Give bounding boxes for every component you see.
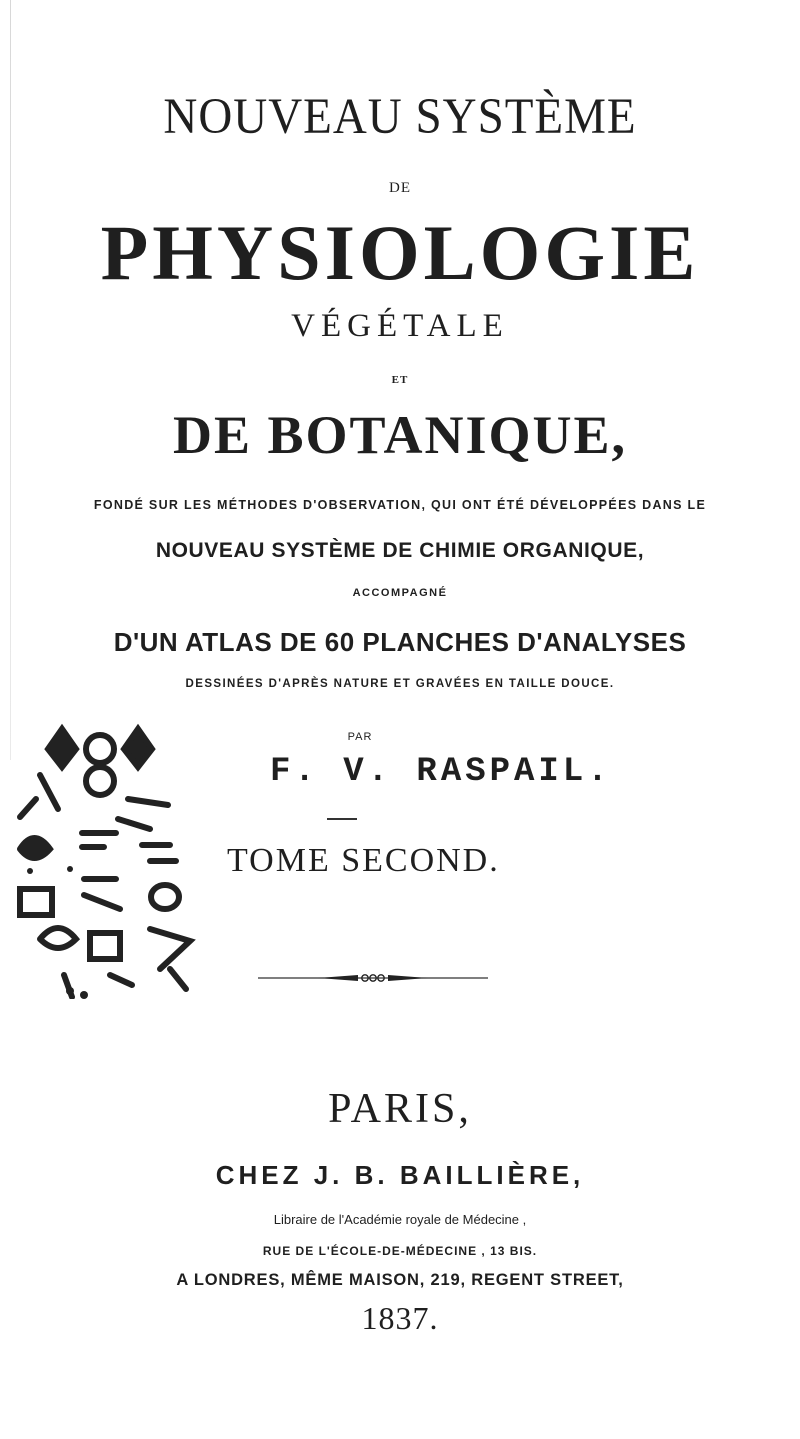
- subtitle-accompagne: ACCOMPAGNÉ: [352, 587, 448, 599]
- imprint-publisher: CHEZ J. B. BAILLIÈRE,: [215, 1160, 585, 1190]
- subtitle-chimie-organique: NOUVEAU SYSTÈME DE CHIMIE ORGANIQUE,: [155, 539, 645, 562]
- imprint-publisher-description: Libraire de l'Académie royale de Médecine ,: [273, 1212, 527, 1227]
- title-line-de: DE: [389, 180, 411, 196]
- imprint-city: PARIS,: [328, 1086, 472, 1132]
- library-stamp-emblem: [0, 719, 200, 999]
- imprint-address: RUE DE L'ÉCOLE-DE-MÉDECINE , 13 BIS.: [262, 1244, 538, 1258]
- imprint-london: A LONDRES, MÊME MAISON, 219, REGENT STREET,: [176, 1271, 624, 1289]
- title-line-et: ET: [391, 374, 409, 386]
- subtitle-dessinees: DESSINÉES D'APRÈS NATURE ET GRAVÉES EN TAILLE DOUCE.: [185, 678, 615, 690]
- title-line-vegetale: VÉGÉTALE: [291, 308, 509, 344]
- title-line-de-botanique: DE BOTANIQUE,: [172, 405, 628, 465]
- subtitle-atlas: D'UN ATLAS DE 60 PLANCHES D'ANALYSES: [113, 627, 687, 657]
- ornamental-rule: [258, 971, 488, 985]
- par-label: PAR: [347, 731, 373, 743]
- separator-dash: [327, 818, 357, 820]
- title-line-physiologie: PHYSIOLOGIE: [100, 209, 700, 296]
- imprint-year: 1837.: [361, 1300, 439, 1336]
- subtitle-fonde: FONDÉ SUR LES MÉTHODES D'OBSERVATION, QUI ONT ÉTÉ DÉVELOPPÉES DANS LE: [93, 498, 707, 512]
- volume-label: TOME SECOND.: [227, 842, 500, 879]
- title-line-nouveau-systeme: NOUVEAU SYSTÈME: [163, 88, 637, 146]
- author-name: F. V. RASPAIL.: [270, 753, 612, 791]
